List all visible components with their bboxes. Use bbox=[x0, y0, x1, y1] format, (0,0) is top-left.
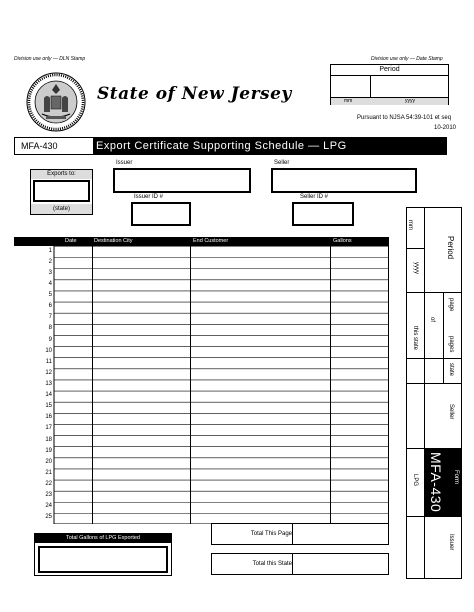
state-seal-icon bbox=[26, 72, 86, 132]
row-number: 4 bbox=[48, 280, 52, 287]
side-of-label: of bbox=[429, 317, 435, 323]
side-mm-label: mm bbox=[407, 220, 413, 230]
row-number: 11 bbox=[45, 358, 52, 365]
total-state-input[interactable] bbox=[293, 554, 388, 574]
period-yyyy-label: yyyy bbox=[405, 98, 415, 104]
period-title: Period bbox=[331, 65, 448, 76]
side-period-label: Period bbox=[446, 236, 455, 260]
issuer-id-field[interactable] bbox=[131, 202, 191, 226]
side-page-label: page bbox=[448, 298, 454, 312]
row-number: 23 bbox=[45, 492, 52, 499]
side-state-label: state bbox=[448, 363, 454, 377]
row-number: 8 bbox=[48, 325, 52, 332]
side-form-id: MFA-430 bbox=[428, 452, 444, 513]
row-number: 13 bbox=[45, 381, 52, 387]
state-label: (state) bbox=[31, 204, 92, 214]
row-number: 25 bbox=[45, 514, 52, 521]
side-form-label: Form bbox=[453, 470, 459, 484]
row-number: 5 bbox=[48, 292, 52, 299]
row-number: 22 bbox=[45, 481, 52, 488]
row-number: 24 bbox=[45, 503, 52, 510]
state-title: State of New Jersey bbox=[97, 84, 292, 104]
side-pages-label: pages bbox=[448, 336, 454, 353]
row-number: 14 bbox=[45, 392, 52, 399]
total-state-label: Total this State bbox=[252, 561, 292, 567]
seller-id-field[interactable] bbox=[292, 202, 354, 226]
row-numbers bbox=[40, 246, 54, 524]
exports-to-label: Exports to: bbox=[31, 170, 92, 179]
total-state-row bbox=[211, 553, 389, 575]
row-number: 1 bbox=[48, 247, 52, 254]
revision-date: 10-2010 bbox=[434, 125, 457, 131]
table-header bbox=[14, 237, 389, 246]
exports-to-box bbox=[30, 169, 93, 215]
row-number: 21 bbox=[45, 469, 52, 476]
row-number: 12 bbox=[45, 369, 52, 376]
total-page-input[interactable] bbox=[293, 524, 388, 544]
column-date: Date bbox=[65, 238, 77, 244]
total-gallons-box bbox=[34, 533, 172, 576]
exports-to-input[interactable] bbox=[33, 180, 90, 202]
division-dln-label: Division use only — DLN Stamp bbox=[14, 56, 86, 62]
seller-field[interactable] bbox=[271, 168, 417, 193]
row-number: 16 bbox=[45, 414, 52, 421]
total-gallons-label: Total Gallons of LPG Exported bbox=[35, 534, 171, 543]
row-number: 2 bbox=[48, 258, 52, 265]
seller-label: Seller bbox=[274, 160, 290, 166]
statute-text: Pursuant to NJSA 54:39-101 et seq bbox=[357, 115, 452, 121]
issuer-label: Issuer bbox=[116, 160, 133, 166]
column-destination-city: Destination City bbox=[94, 238, 133, 244]
period-year-input[interactable] bbox=[371, 76, 448, 97]
seller-id-label: Seller ID # bbox=[300, 194, 329, 200]
row-number: 19 bbox=[45, 447, 52, 454]
total-page-row bbox=[211, 523, 389, 545]
row-number: 20 bbox=[45, 458, 52, 465]
row-number: 3 bbox=[48, 269, 52, 276]
row-number: 7 bbox=[48, 314, 52, 321]
division-date-label: Division use only — Date Stamp bbox=[371, 56, 443, 62]
row-number: 18 bbox=[45, 436, 52, 443]
side-yyyy-label: yyyy bbox=[413, 262, 419, 274]
table-grid bbox=[14, 246, 389, 524]
period-box bbox=[330, 64, 449, 105]
issuer-id-label: Issuer ID # bbox=[134, 194, 164, 200]
issuer-field[interactable] bbox=[113, 168, 251, 193]
side-summary-strip bbox=[406, 207, 462, 579]
side-lpg-label: LPG bbox=[412, 474, 418, 487]
row-number: 10 bbox=[45, 347, 52, 354]
row-number: 17 bbox=[45, 425, 52, 432]
side-this-state-label: this state bbox=[412, 326, 418, 351]
total-gallons-input[interactable] bbox=[38, 546, 168, 573]
side-seller-label: Seller bbox=[448, 404, 454, 420]
period-mm-label: mm bbox=[344, 98, 353, 104]
period-month-input[interactable] bbox=[331, 76, 370, 97]
column-end-customer: End Customer bbox=[193, 238, 229, 244]
form-id-box: MFA-430 bbox=[14, 137, 94, 155]
row-number: 15 bbox=[45, 403, 52, 410]
column-gallons: Gallons bbox=[333, 238, 352, 244]
total-page-label: Total This Page bbox=[250, 531, 292, 537]
form-title: Export Certificate Supporting Schedule — LPG bbox=[96, 140, 347, 152]
row-number: 9 bbox=[48, 336, 52, 343]
schedule-table bbox=[14, 237, 389, 524]
row-number: 6 bbox=[48, 303, 52, 310]
side-issuer-label: Issuer bbox=[448, 534, 454, 551]
